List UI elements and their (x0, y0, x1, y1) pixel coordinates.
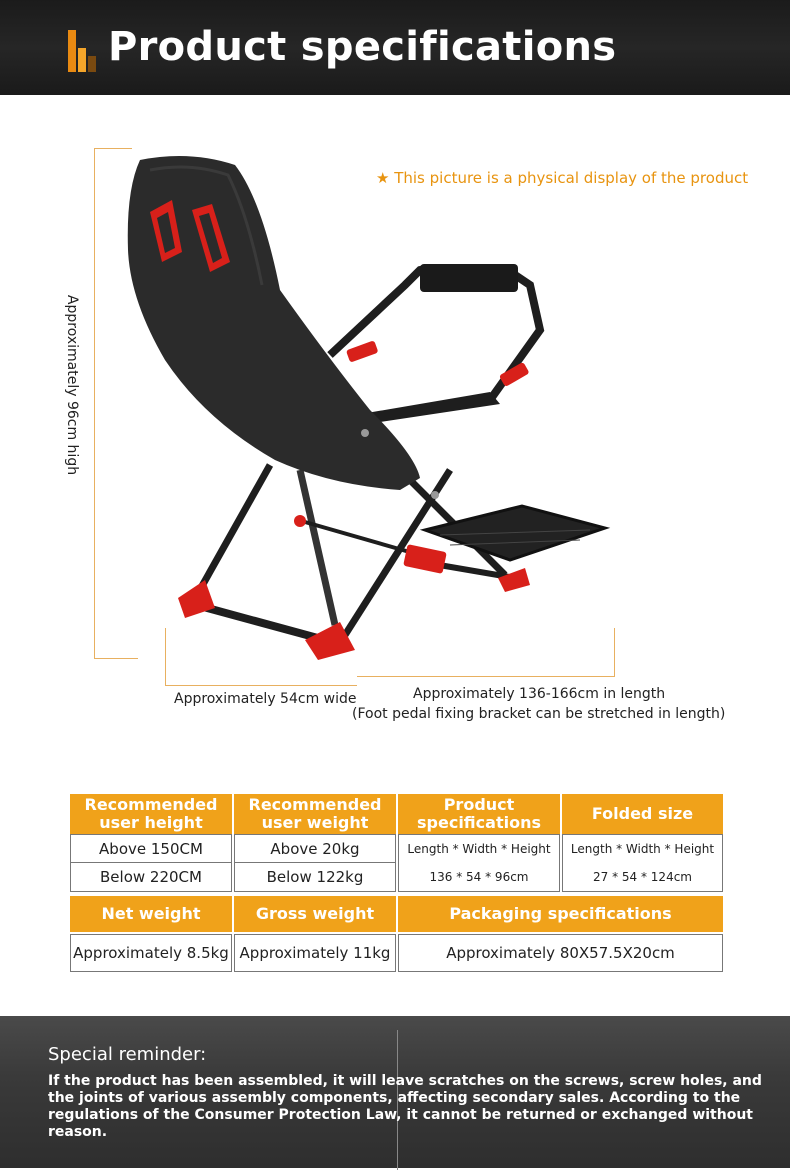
width-label: Approximately 54cm wide (174, 691, 357, 707)
width-dim-line (165, 685, 357, 686)
length-label: Approximately 136-166cm in length (413, 686, 666, 702)
packaging-header: Packaging specifications (398, 896, 723, 932)
folded-size-header: Folded size (562, 794, 723, 834)
reminder-title: Special reminder: (48, 1044, 207, 1065)
product-spec-line1: Length * Width * Height (407, 842, 551, 856)
gross-weight-value: Approximately 11kg (234, 934, 396, 972)
reminder-footer (0, 1016, 790, 1168)
reminder-text: If the product has been assembled, it will leave scratches on the screws, screw holes, and the joints of various assembly components, affecting secondary sales. According to the regulations of the Consumer Protection Law, it cannot be returned or exchanged without reason. (48, 1073, 762, 1140)
product-spec-line2: 136 * 54 * 96cm (429, 870, 529, 884)
product-spec-header: Product specifications (398, 794, 560, 834)
length-dim-line (357, 676, 615, 677)
rec-height-max: Below 220CM (70, 862, 232, 892)
width-dim-left-tick (165, 628, 166, 686)
net-weight-value: Approximately 8.5kg (70, 934, 232, 972)
folded-size-line1: Length * Width * Height (570, 842, 715, 856)
packaging-value: Approximately 80X57.5X20cm (398, 934, 723, 972)
length-dim-right-tick (614, 628, 615, 677)
photo-note: ★ This picture is a physical display of the product (376, 169, 749, 187)
rec-height-min: Above 150CM (70, 834, 232, 863)
rec-height-header: Recommended user height (70, 794, 232, 834)
height-dim-line (94, 148, 95, 658)
header-banner (0, 0, 790, 95)
page-title: Product specifications (108, 24, 617, 70)
rec-weight-header: Recommended user weight (234, 794, 396, 834)
height-label: Approximately 96cm high (64, 294, 80, 476)
racing-seat-image (0, 100, 790, 680)
rec-weight-min: Above 20kg (234, 834, 396, 863)
rec-weight-max: Below 122kg (234, 862, 396, 892)
folded-size-line2: 27 * 54 * 124cm (593, 870, 692, 884)
height-dim-top-tick (94, 148, 132, 149)
net-weight-header: Net weight (70, 896, 232, 932)
length-sublabel: (Foot pedal fixing bracket can be stretched in length) (352, 706, 726, 722)
folded-size-cell (562, 834, 723, 892)
product-spec-cell (398, 834, 560, 892)
height-dim-bottom-tick (94, 658, 138, 659)
bar-logo-icon (68, 30, 96, 72)
gross-weight-header: Gross weight (234, 896, 396, 932)
